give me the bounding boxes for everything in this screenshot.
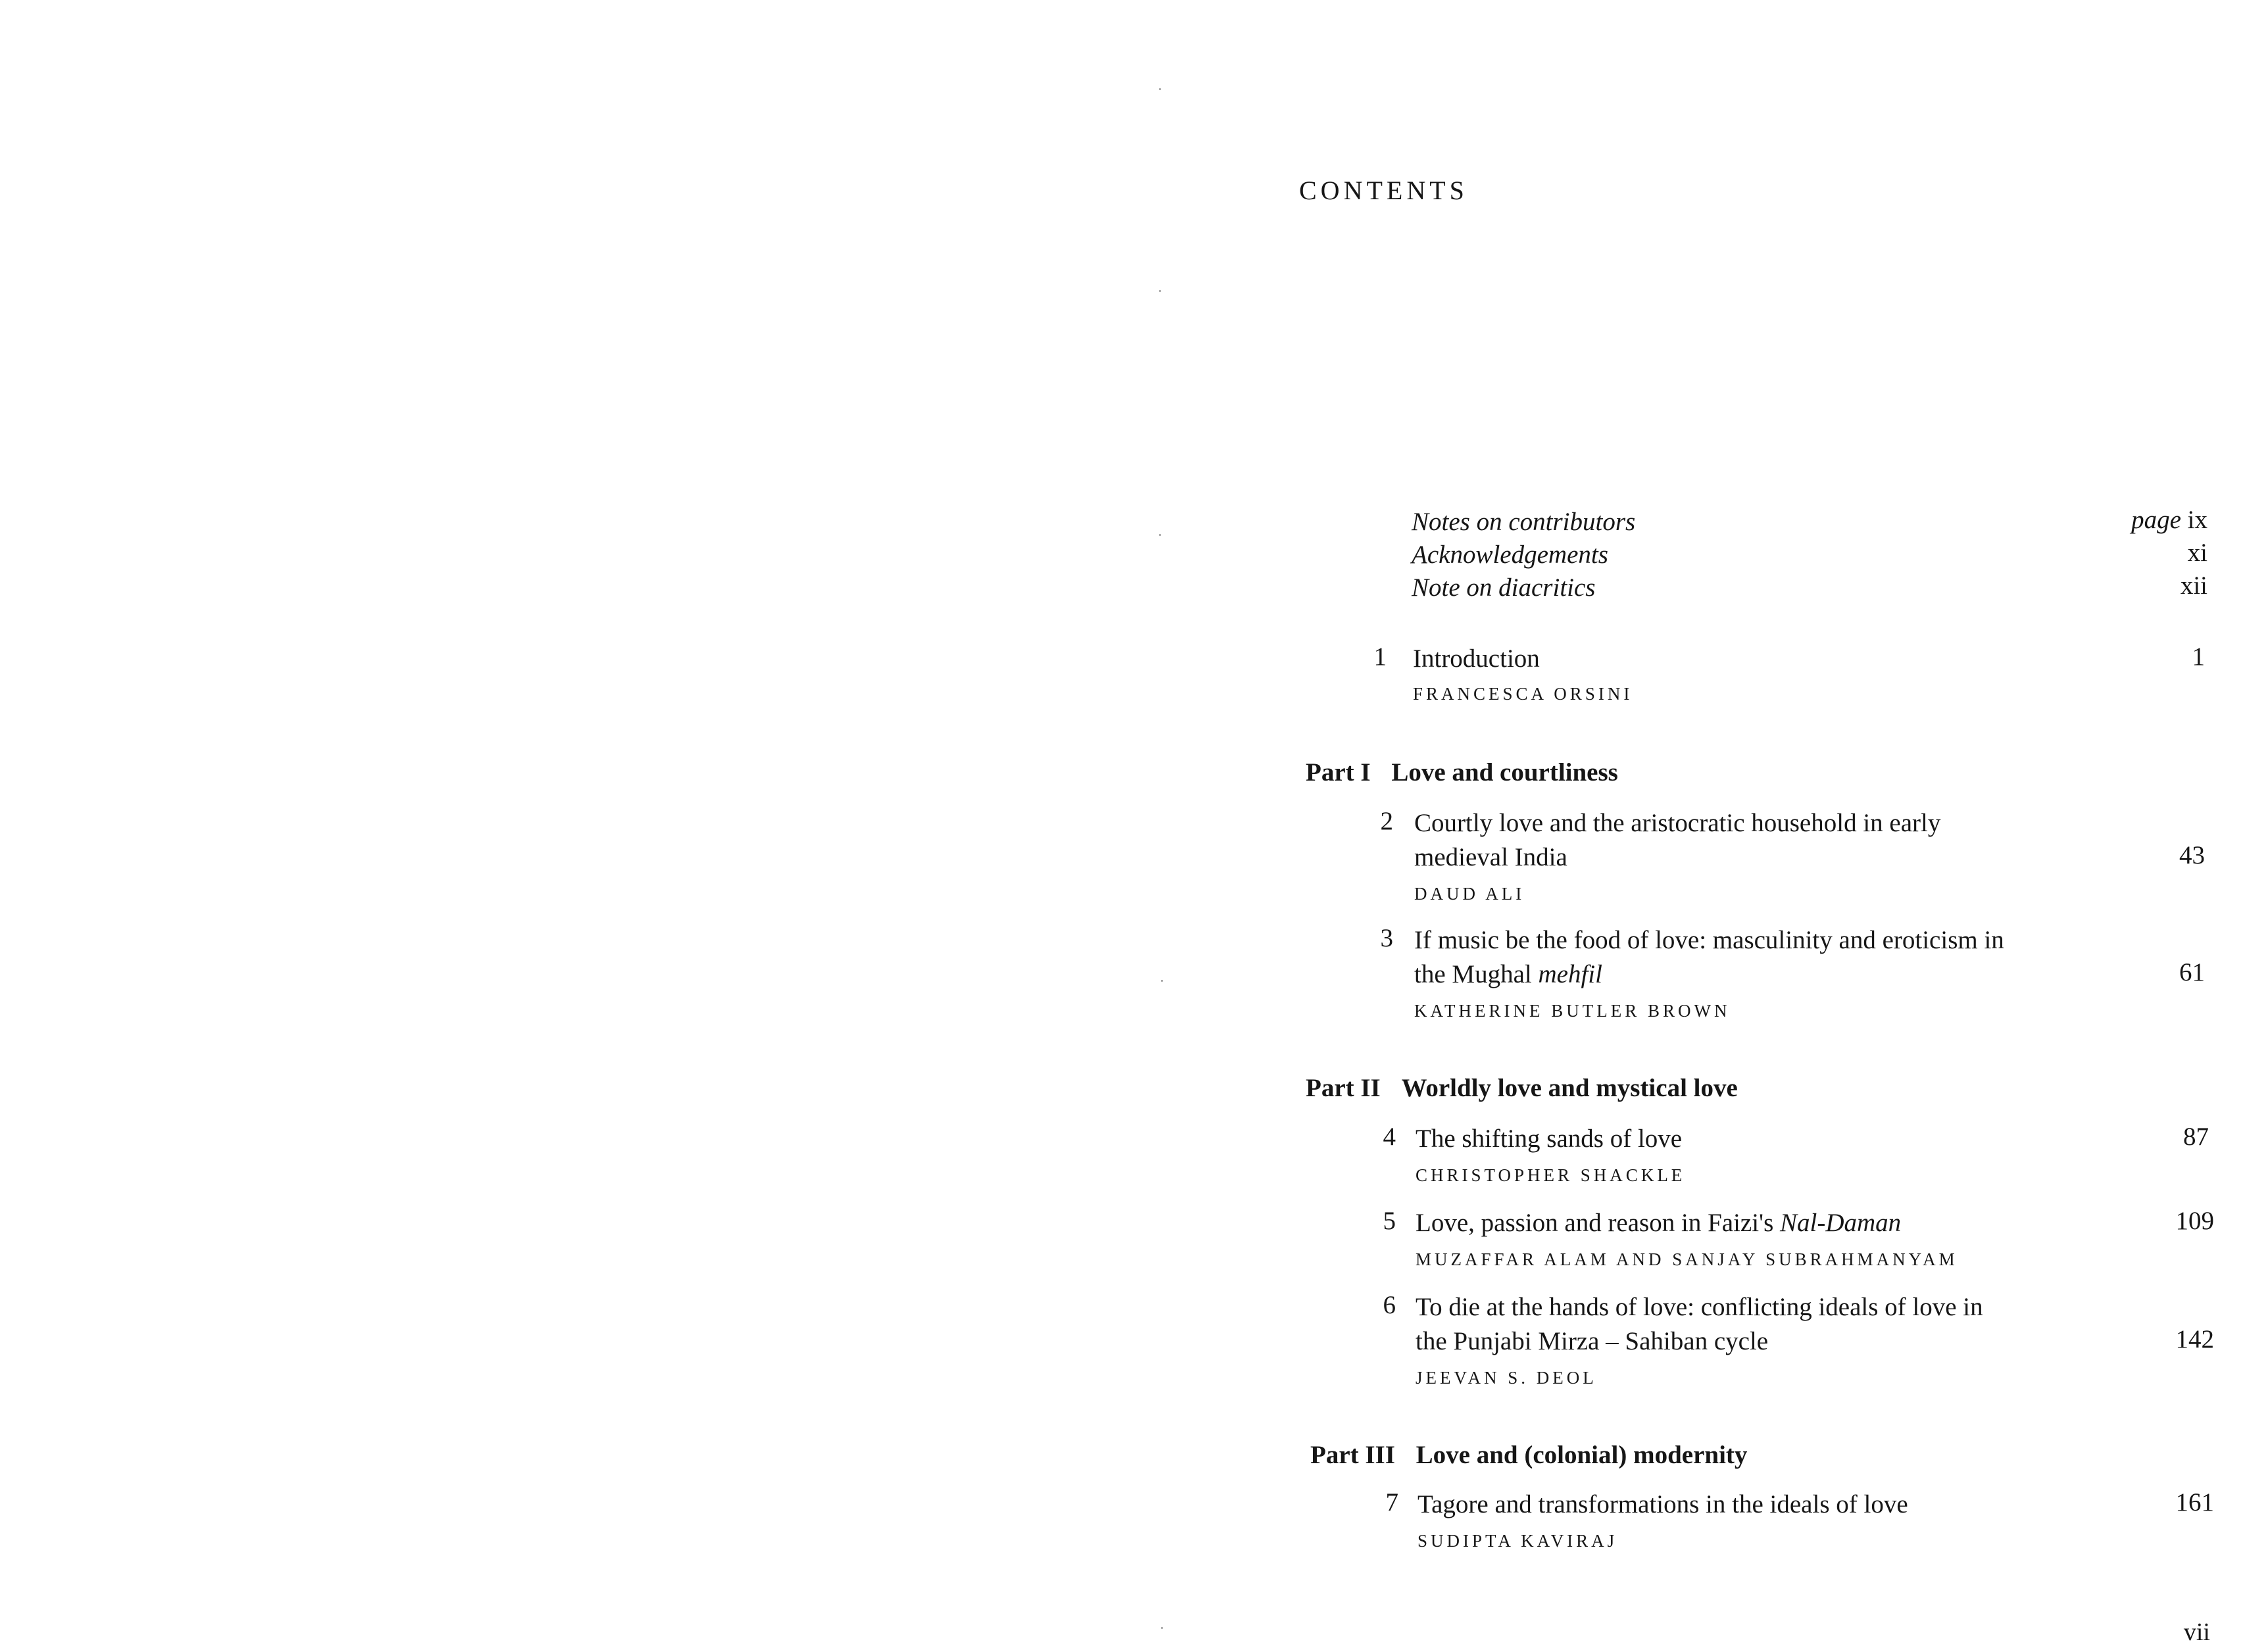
part-label: Part I: [1306, 758, 1371, 787]
chapter-title-line[interactable]: Courtly love and the aristocratic household in early: [1414, 809, 1941, 837]
part-title: Love and courtliness: [1391, 758, 1618, 787]
chapter-title[interactable]: Introduction: [1413, 644, 1540, 673]
part-label: Part III: [1310, 1441, 1395, 1469]
chapter-author: JEEVAN S. DEOL: [1416, 1368, 1597, 1388]
toc-entry-page: 161: [2175, 1488, 2214, 1516]
part-heading: [1306, 758, 1618, 787]
part-title: Worldly love and mystical love: [1401, 1074, 1738, 1102]
toc-entry-title[interactable]: Note on diacritics: [1412, 573, 1596, 602]
toc-entry-page: 43: [2179, 841, 2205, 869]
chapter-title-line[interactable]: the Punjabi Mirza – Sahiban cycle: [1416, 1327, 1769, 1355]
scan-mark: [1161, 980, 1163, 982]
chapter-title-line[interactable]: If music be the food of love: masculinity and eroticism in: [1414, 926, 2004, 954]
chapter-title-line[interactable]: [1416, 1206, 1901, 1240]
chapter-author: FRANCESCA ORSINI: [1413, 684, 1633, 704]
chapter-author: SUDIPTA KAVIRAJ: [1418, 1531, 1618, 1551]
toc-entry-page: 142: [2175, 1325, 2214, 1353]
chapter-title-line[interactable]: medieval India: [1414, 843, 1567, 871]
chapter-author: KATHERINE BUTLER BROWN: [1414, 1001, 1731, 1021]
scan-mark: [1161, 1627, 1163, 1629]
chapter-title-line[interactable]: The shifting sands of love: [1416, 1125, 1683, 1153]
chapter-author: MUZAFFAR ALAM AND SANJAY SUBRAHMANYAM: [1416, 1249, 1958, 1269]
chapter-number: 1: [1373, 642, 1387, 671]
scan-mark: [1159, 534, 1161, 536]
chapter-number: 2: [1380, 807, 1393, 835]
toc-entry-page: [2131, 505, 2207, 535]
title-italic-text: Nal-Daman: [1780, 1209, 1902, 1237]
title-text: the Mughal: [1414, 960, 1539, 988]
toc-entry-page: xii: [2180, 571, 2207, 600]
part-title: Love and (colonial) modernity: [1416, 1441, 1748, 1469]
page-title: CONTENTS: [1299, 176, 1468, 205]
chapter-title-line[interactable]: Tagore and transformations in the ideals of love: [1418, 1490, 1908, 1518]
title-italic-text: mehfil: [1538, 960, 1602, 988]
chapter-number: 5: [1383, 1207, 1396, 1235]
toc-entry-page: 61: [2179, 958, 2205, 986]
chapter-title-line[interactable]: [1414, 957, 1602, 992]
chapter-number: 4: [1383, 1123, 1396, 1151]
toc-entry-page: xi: [2187, 539, 2207, 567]
toc-entry-page: 109: [2175, 1207, 2214, 1235]
toc-entry-page: 1: [2192, 642, 2205, 671]
title-text: Love, passion and reason in Faizi's: [1416, 1209, 1780, 1237]
scan-mark: [1159, 290, 1161, 292]
part-heading: [1306, 1073, 1738, 1103]
page-number-footer: vii: [2183, 1618, 2210, 1646]
chapter-title-line[interactable]: To die at the hands of love: conflicting ideals of love in: [1416, 1293, 1983, 1321]
chapter-number: 6: [1383, 1291, 1396, 1319]
chapter-number: 7: [1385, 1488, 1398, 1516]
toc-entry-page: 87: [2183, 1123, 2209, 1151]
part-heading: [1310, 1440, 1747, 1470]
toc-entry-title[interactable]: Notes on contributors: [1412, 508, 1636, 536]
chapter-author: CHRISTOPHER SHACKLE: [1416, 1165, 1686, 1185]
page-number: ix: [2187, 506, 2207, 534]
toc-entry-title[interactable]: Acknowledgements: [1412, 541, 1608, 569]
scan-mark: [1159, 88, 1161, 90]
chapter-author: DAUD ALI: [1414, 884, 1525, 904]
part-label: Part II: [1306, 1074, 1381, 1102]
chapter-number: 3: [1380, 924, 1393, 952]
page-label: page: [2131, 506, 2181, 534]
